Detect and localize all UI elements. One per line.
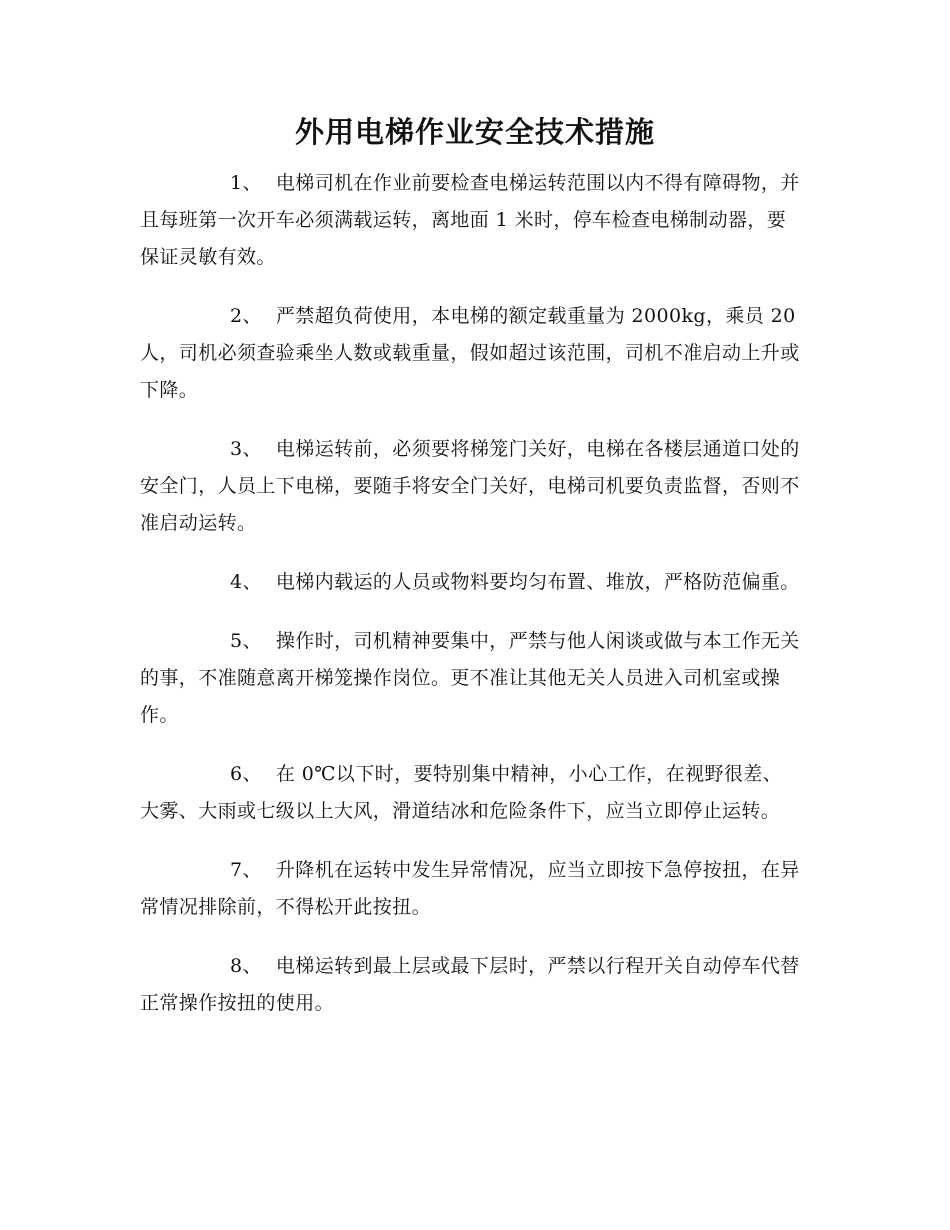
item-text: 电梯运转前，必须要将梯笼门关好，电梯在各楼层通道口处的安全门，人员上下电梯，要随手将安全门关好，电梯司机要负责监督，否则不准启动运转。 [140, 438, 800, 534]
item-text: 严禁超负荷使用，本电梯的额定载重量为 2000kg，乘员 20 人，司机必须查验乘坐人数或载重量，假如超过该范围，司机不准启动上升或下降。 [140, 305, 800, 401]
item-text: 电梯司机在作业前要检查电梯运转范围以内不得有障碍物，并且每班第一次开车必须满载运转，离地面 1 米时，停车检查电梯制动器，要保证灵敏有效。 [140, 172, 800, 268]
list-item [140, 564, 800, 601]
list-item [140, 431, 800, 542]
page-title: 外用电梯作业安全技术措施 [294, 115, 655, 149]
list-item [140, 948, 800, 1022]
list-item [140, 756, 800, 830]
item-number: 5、 [230, 630, 262, 652]
document-body [140, 165, 800, 1044]
item-text: 升降机在运转中发生异常情况，应当立即按下急停按扭，在异常情况排除前，不得松开此按扭。 [140, 859, 800, 918]
item-number: 6、 [230, 763, 262, 785]
item-number: 1、 [230, 172, 262, 194]
list-item [140, 298, 800, 409]
item-text: 电梯内载运的人员或物料要均匀布置、堆放，严格防范偏重。 [275, 571, 800, 593]
list-item [140, 165, 800, 276]
item-text: 电梯运转到最上层或最下层时，严禁以行程开关自动停车代替正常操作按扭的使用。 [140, 955, 800, 1014]
item-number: 4、 [230, 571, 262, 593]
item-number: 7、 [230, 859, 262, 881]
list-item [140, 852, 800, 926]
item-number: 3、 [230, 438, 262, 460]
item-number: 2、 [230, 305, 262, 327]
item-text: 操作时，司机精神要集中，严禁与他人闲谈或做与本工作无关的事，不准随意离开梯笼操作岗位。更不准让其他无关人员进入司机室或操作。 [140, 630, 800, 726]
item-text: 在 0℃以下时，要特别集中精神，小心工作，在视野很差、大雾、大雨或七级以上大风，滑道结冰和危险条件下，应当立即停止运转。 [140, 763, 783, 822]
item-number: 8、 [230, 955, 262, 977]
list-item [140, 623, 800, 734]
